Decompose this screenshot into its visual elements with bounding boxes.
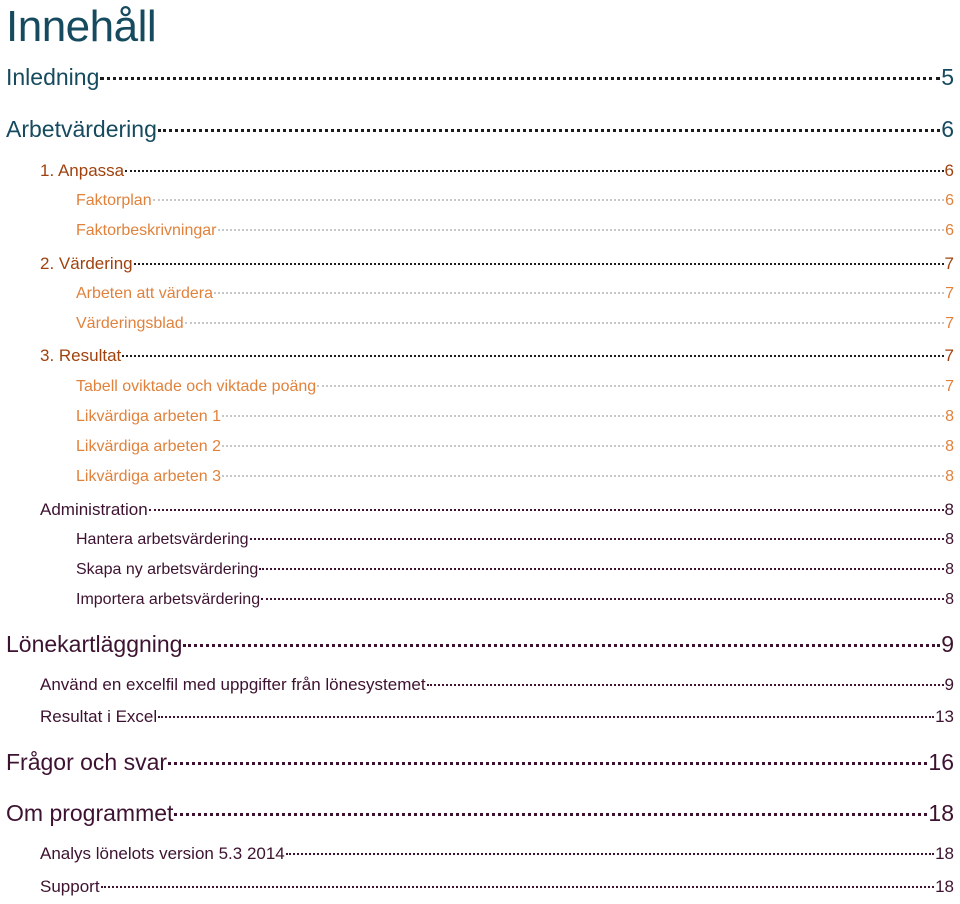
toc-entry-faktorplan[interactable] bbox=[76, 192, 954, 210]
toc-entry-om-programmet[interactable] bbox=[6, 800, 954, 827]
toc-label: Lönekartläggning bbox=[6, 631, 183, 657]
toc-label: 2. Värdering bbox=[40, 254, 133, 273]
dot-leader bbox=[222, 415, 944, 417]
toc-page-number: 18 bbox=[935, 844, 954, 863]
toc-page-number: 7 bbox=[944, 346, 954, 365]
toc-label: Arbetvärdering bbox=[6, 116, 157, 142]
toc-entry-skapa[interactable] bbox=[76, 561, 954, 579]
toc-label: Inledning bbox=[6, 64, 100, 90]
toc-entry-resultat[interactable] bbox=[40, 346, 954, 366]
toc-label: Om programmet bbox=[6, 800, 174, 826]
dot-leader bbox=[153, 199, 945, 201]
toc-page-number: 8 bbox=[945, 591, 954, 608]
toc-entry-likvardiga-1[interactable] bbox=[76, 408, 954, 426]
toc-label: Tabell oviktade och viktade poäng bbox=[76, 378, 317, 395]
toc-label: Administration bbox=[40, 500, 148, 519]
toc-entry-tabell-poang[interactable] bbox=[76, 378, 954, 396]
toc-page-number: 7 bbox=[945, 315, 954, 332]
toc-label: Arbeten att värdera bbox=[76, 285, 213, 302]
toc-label: Resultat i Excel bbox=[40, 707, 158, 726]
toc-page-number: 7 bbox=[944, 254, 954, 273]
toc-page-number: 8 bbox=[944, 500, 954, 519]
toc-entry-fragor-och-svar[interactable] bbox=[6, 749, 954, 776]
toc-page-number: 8 bbox=[945, 468, 954, 485]
toc-entry-lonekartlaggning[interactable] bbox=[6, 631, 954, 658]
toc-entry-arbetvardering[interactable] bbox=[6, 116, 954, 143]
toc-label: Värderingsblad bbox=[76, 315, 184, 332]
toc-label: Hantera arbetsvärdering bbox=[76, 531, 249, 548]
toc-entry-support[interactable] bbox=[40, 877, 954, 897]
toc-page-number: 7 bbox=[945, 378, 954, 395]
dot-leader bbox=[101, 886, 935, 888]
toc-page-number: 8 bbox=[945, 561, 954, 578]
dot-leader bbox=[158, 129, 940, 132]
toc-page-number: 6 bbox=[941, 116, 954, 142]
dot-leader bbox=[174, 813, 927, 816]
toc-page-number: 7 bbox=[945, 285, 954, 302]
dot-leader bbox=[222, 475, 944, 477]
toc-label: Skapa ny arbetsvärdering bbox=[76, 561, 259, 578]
toc-page-number: 6 bbox=[945, 192, 954, 209]
toc-label: 1. Anpassa bbox=[40, 161, 125, 180]
toc-entry-administration[interactable] bbox=[40, 500, 954, 520]
toc-entry-vardering[interactable] bbox=[40, 254, 954, 274]
toc-page-number: 9 bbox=[941, 631, 954, 657]
dot-leader bbox=[158, 716, 934, 718]
toc-entry-likvardiga-3[interactable] bbox=[76, 468, 954, 486]
dot-leader bbox=[286, 853, 934, 855]
toc-page-number: 8 bbox=[945, 531, 954, 548]
toc-page-number: 6 bbox=[944, 161, 954, 180]
dot-leader bbox=[222, 445, 944, 447]
dot-leader bbox=[168, 762, 927, 765]
toc-label: Support bbox=[40, 877, 100, 896]
toc-entry-analys-lonelots[interactable] bbox=[40, 844, 954, 864]
toc-page-number: 9 bbox=[944, 675, 954, 694]
toc-label: Frågor och svar bbox=[6, 749, 168, 775]
dot-leader bbox=[134, 263, 944, 265]
dot-leader bbox=[250, 538, 945, 540]
toc-entry-varderingsblad[interactable] bbox=[76, 315, 954, 333]
toc-entry-arbeten-att-vardera[interactable] bbox=[76, 285, 954, 303]
toc-page-number: 18 bbox=[935, 877, 954, 896]
toc-entry-resultat-excel[interactable] bbox=[40, 707, 954, 727]
toc-label: Använd en excelfil med uppgifter från lönesystemet bbox=[40, 675, 426, 694]
dot-leader bbox=[149, 509, 944, 511]
dot-leader bbox=[317, 385, 944, 387]
toc-label: Faktorbeskrivningar bbox=[76, 222, 217, 239]
dot-leader bbox=[427, 684, 944, 686]
toc-entry-importera[interactable] bbox=[76, 591, 954, 609]
dot-leader bbox=[261, 598, 944, 600]
toc-entry-excelfil[interactable] bbox=[40, 675, 954, 695]
toc-label: Likvärdiga arbeten 2 bbox=[76, 438, 221, 455]
toc-label: Importera arbetsvärdering bbox=[76, 591, 261, 608]
dot-leader bbox=[183, 644, 940, 647]
toc-label: Analys lönelots version 5.3 2014 bbox=[40, 844, 285, 863]
toc-page-number: 6 bbox=[945, 222, 954, 239]
toc-entry-faktorbeskrivningar[interactable] bbox=[76, 222, 954, 240]
dot-leader bbox=[125, 170, 943, 172]
toc-page-number: 13 bbox=[935, 707, 954, 726]
page-title: Innehåll bbox=[6, 2, 157, 51]
toc-label: Faktorplan bbox=[76, 192, 152, 209]
toc-page-number: 5 bbox=[941, 64, 954, 90]
dot-leader bbox=[259, 568, 944, 570]
toc-entry-hantera[interactable] bbox=[76, 531, 954, 549]
dot-leader bbox=[122, 355, 943, 357]
toc-page-number: 8 bbox=[945, 438, 954, 455]
dot-leader bbox=[214, 292, 944, 294]
toc-page-number: 16 bbox=[928, 749, 954, 775]
toc-label: Likvärdiga arbeten 3 bbox=[76, 468, 221, 485]
toc-entry-inledning[interactable] bbox=[6, 64, 954, 91]
dot-leader bbox=[185, 322, 944, 324]
toc-page-number: 8 bbox=[945, 408, 954, 425]
toc-label: 3. Resultat bbox=[40, 346, 122, 365]
toc-entry-likvardiga-2[interactable] bbox=[76, 438, 954, 456]
toc-entry-anpassa[interactable] bbox=[40, 161, 954, 181]
dot-leader bbox=[218, 229, 945, 231]
dot-leader bbox=[100, 77, 940, 80]
toc-label: Likvärdiga arbeten 1 bbox=[76, 408, 221, 425]
toc-page-number: 18 bbox=[928, 800, 954, 826]
